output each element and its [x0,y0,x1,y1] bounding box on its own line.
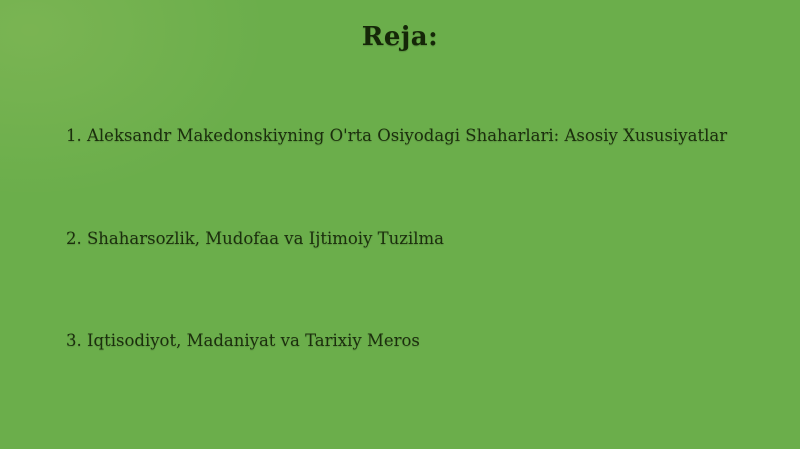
slide-title: Reja: [361,22,439,52]
outline-item-1: 1. Aleksandr Makedonskiyning O'rta Osiyodagi Shaharlari: Asosiy Xususiyatlar [66,126,728,145]
outline-item-3: 3. Iqtisodiyot, Madaniyat va Tarixiy Meros [66,331,420,350]
outline-item-2: 2. Shaharsozlik, Mudofaa va Ijtimoiy Tuzilma [66,229,445,248]
